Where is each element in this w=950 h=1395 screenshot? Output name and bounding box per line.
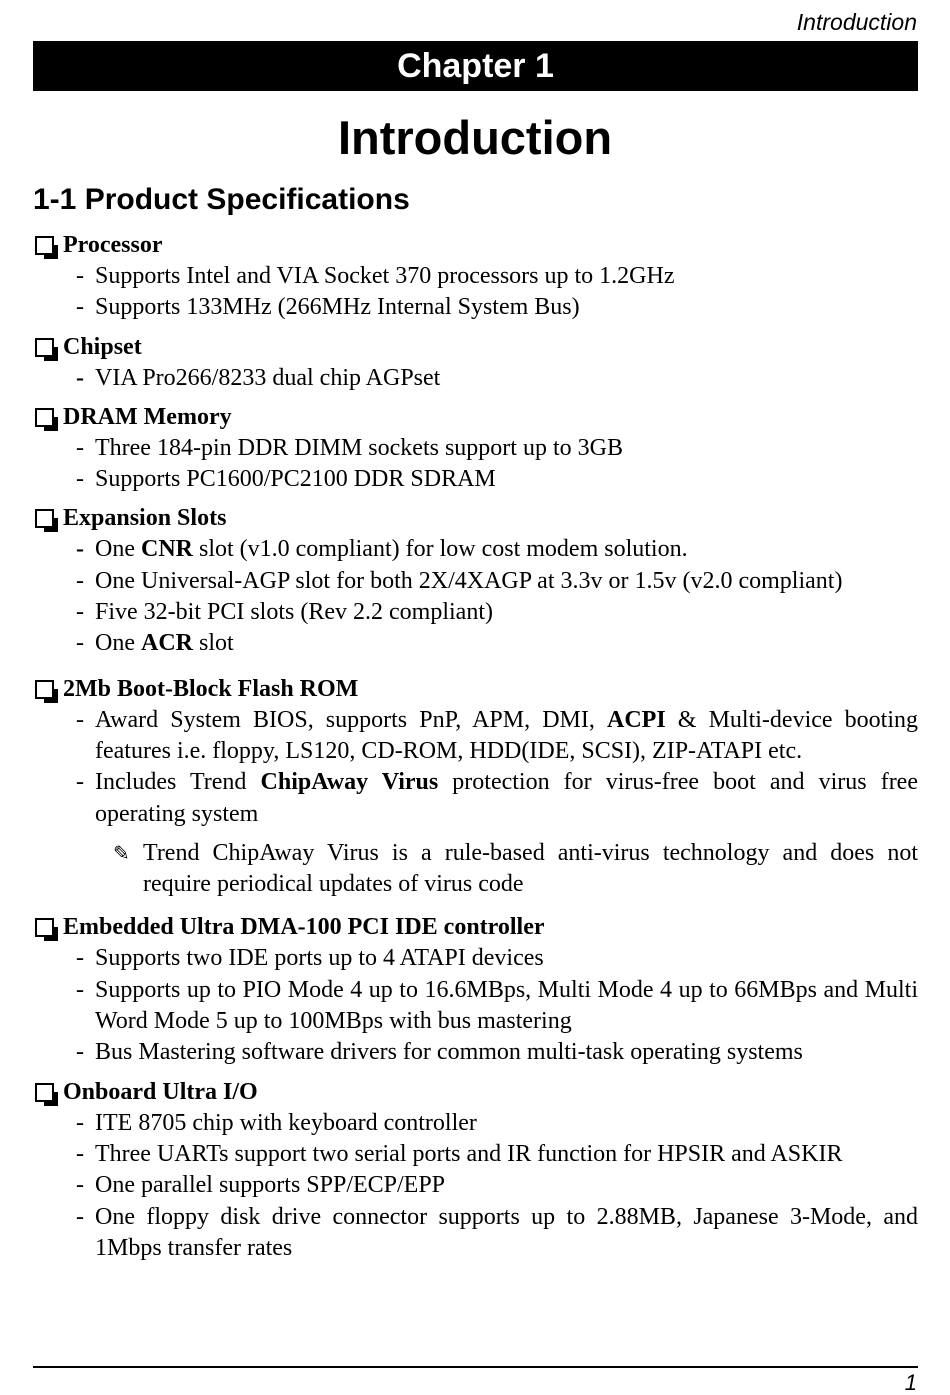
- list-item: - Includes Trend ChipAway Virus protection for virus-free boot and virus free operating system: [76, 769, 918, 827]
- list-item: - One Universal-AGP slot for both 2X/4XAGP at 3.3v or 1.5v (v2.0 compliant): [76, 567, 843, 594]
- list-item: - One CNR slot (v1.0 compliant) for low cost modem solution.: [76, 536, 688, 563]
- list-item: - ITE 8705 chip with keyboard controller: [76, 1109, 477, 1136]
- spec-title: Processor: [63, 232, 163, 258]
- spec-title: 2Mb Boot-Block Flash ROM: [63, 675, 359, 702]
- spec-title: Expansion Slots: [63, 505, 227, 532]
- list-item: - Supports two IDE ports up to 4 ATAPI devices: [76, 945, 544, 972]
- spec-heading-ide: [33, 912, 918, 943]
- list-item: - Three UARTs support two serial ports and IR function for HPSIR and ASKIR: [76, 1140, 843, 1167]
- checkbox-bullet-icon: [35, 918, 54, 937]
- page-number: 1: [904, 1370, 917, 1395]
- list-item: - One parallel supports SPP/ECP/EPP: [76, 1172, 446, 1199]
- running-head: Introduction: [796, 9, 917, 35]
- note: ✎ Trend ChipAway Virus is a rule-based anti-virus technology and does not require periodical updates of virus code: [113, 839, 918, 898]
- checkbox-bullet-icon: [35, 236, 54, 255]
- list-item: - Three 184-pin DDR DIMM sockets support up to 3GB: [76, 434, 623, 461]
- spec-heading-expansion: [33, 503, 918, 534]
- checkbox-bullet-icon: [35, 509, 54, 528]
- spec-list: [33, 230, 918, 1264]
- list-item: - Supports PC1600/PC2100 DDR SDRAM: [76, 466, 496, 493]
- spec-title: Onboard Ultra I/O: [63, 1078, 258, 1105]
- checkbox-bullet-icon: [35, 1083, 54, 1102]
- spec-title: Chipset: [63, 333, 142, 360]
- section-heading: 1-1 Product Specifications: [33, 183, 410, 216]
- checkbox-bullet-icon: [35, 408, 54, 427]
- pencil-note-icon: ✎: [113, 840, 130, 865]
- spec-heading-io: [33, 1077, 918, 1108]
- spec-title: Embedded Ultra DMA-100 PCI IDE controller: [63, 914, 545, 941]
- checkbox-bullet-icon: [35, 680, 54, 699]
- list-item: - Supports up to PIO Mode 4 up to 16.6MBps, Multi Mode 4 up to 66MBps and Multi Word Mode 5 up to 100MBps with bus mastering: [76, 976, 918, 1035]
- list-item: - One floppy disk drive connector supports up to 2.88MB, Japanese 3-Mode, and 1Mbps transfer rates: [76, 1203, 918, 1261]
- spec-heading-flash-rom: [33, 674, 918, 705]
- chapter-banner: [33, 41, 918, 91]
- list-item: - Award System BIOS, supports PnP, APM, DMI, ACPI & Multi-device booting features i.e. floppy, LS120, CD-ROM, HDD(IDE, SCSI), ZIP-ATAPI etc.: [76, 706, 918, 764]
- spec-heading-dram: [33, 402, 918, 433]
- spec-heading-chipset: [33, 332, 918, 363]
- chapter-label: Chapter: [397, 47, 526, 85]
- list-item: - One ACR slot: [76, 630, 234, 657]
- footer-rule: [33, 1366, 918, 1368]
- list-item: - Bus Mastering software drivers for common multi-task operating systems: [76, 1039, 803, 1066]
- spec-heading-processor: [33, 230, 918, 261]
- page-title: Introduction: [337, 111, 613, 164]
- list-item: - Supports 133MHz (266MHz Internal System Bus): [76, 294, 580, 321]
- list-item: - VIA Pro266/8233 dual chip AGPset: [76, 364, 441, 391]
- chapter-number: 1: [535, 47, 554, 85]
- list-item: - Five 32-bit PCI slots (Rev 2.2 compliant): [76, 599, 493, 626]
- checkbox-bullet-icon: [35, 338, 54, 357]
- list-item: - Supports Intel and VIA Socket 370 processors up to 1.2GHz: [76, 263, 675, 289]
- spec-title: DRAM Memory: [63, 403, 232, 430]
